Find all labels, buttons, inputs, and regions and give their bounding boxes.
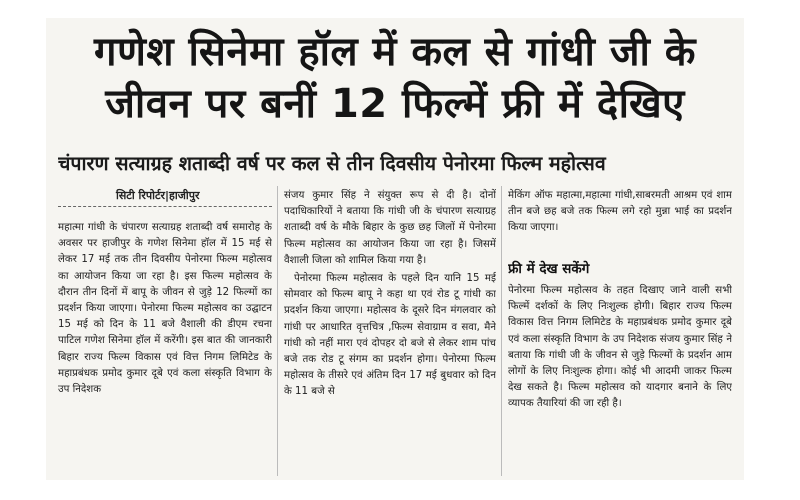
- crosshead: फ्री में देख सकेंगे: [508, 261, 590, 277]
- subheadline: चंपारण सत्याग्रह शताब्दी वर्ष पर कल से तीन दिवसीय पेनोरमा फिल्म महोत्सव: [58, 152, 606, 175]
- column-1: [58, 220, 272, 478]
- column-3-paragraph-bottom: पेनोरमा फिल्म महोत्सव के तहत दिखाए जाने वाली सभी फिल्में दर्शकों के लिए निःशुल्क होगी। बिहार राज्य फिल्म विकास वित्त निगम लिमिटेड के महाप्रबंधक प्रमोद कुमार दूबे एवं कला संस्कृति विभाग के उप निदेशक संजय कुमार सिंह ने बताया कि गांधी जी के जीवन से जुड़े फिल्मों के प्रदर्शन आम लोगों के लिए निःशुल्क होगा। कोई भी आदमी जाकर फिल्म देख सकते है। फिल्म महोत्सव को यादगार बनाने के लिए व्यापक तैयारियां की जा रही है।: [508, 285, 732, 410]
- column-1-paragraph-1: महात्मा गांधी के चंपारण सत्याग्रह शताब्दी वर्ष समारोह के अवसर पर हाजीपुर के गणेश सिनेमा हॉल में 15 मई से लेकर 17 मई तक तीन दिवसीय पेनोरमा फिल्म महोत्सव का आयोजन किया जा रहा है। इस फिल्म महोत्सव के दौरान तीन दिनों में बापू के जीवन से जुड़े 12 फिल्मों का प्रदर्शन किया जाएगा। पेनोरमा फिल्म महोत्सव का उद्घाटन 15 मई को दिन के 11 बजे वैशाली की डीएम रचना पाटिल गणेश सिनेमा हॉल में करेंगी। इस बात की जानकारी बिहार राज्य फिल्म विकास एवं वित्त निगम लिमिटेड के महाप्रबंधक प्रमोद कुमार दूबे एवं कला संस्कृति विभाग के उप निदेशक: [58, 222, 272, 396]
- column-3: [508, 188, 732, 478]
- byline: सिटी रिपोर्टर|हाजीपुर: [116, 189, 200, 202]
- headline: गणेश सिनेमा हॉल में कल से गांधी जी के जीवन पर बनीं 12 फिल्में फ्री में देखिए: [93, 29, 697, 127]
- column-divider-1: [277, 186, 278, 476]
- byline-rule: [58, 206, 272, 207]
- column-2: [284, 188, 496, 478]
- column-2-paragraph-2: पेनोरमा फिल्म महोत्सव के पहले दिन यानि 15 मई सोमवार को फिल्म बापू ने कहा था एवं रोड टू गांधी का प्रदर्शन किया जाएगा। महोत्सव के दूसरे दिन मंगलवार को गांधी पर आधारित वृत्तचित्र ,फिल्म सेवाग्राम व सवा, मैने गांधी को नहीं मारा एवं दोपहर दो बजे से लेकर शाम पांच बजे तक रोड टू संगम का प्रदर्शन होगा। पेनोरमा फिल्म महोत्सव के तीसरे एवं अंतिम दिन 17 मई बुधवार को दिन के 11 बजे से: [284, 273, 496, 398]
- column-2-paragraph-1: संजय कुमार सिंह ने संयुक्त रूप से दी है। दोनों पदाधिकारियों ने बताया कि गांधी जी के चंपारण सत्याग्रह शताब्दी वर्ष के मौके बिहार के कुछ छह जिलों में पेनोरमा फिल्म महोत्सव का आयोजन किया जा रहा है। जिसमें वैशाली जिला को शामिल किया गया है।: [284, 190, 496, 266]
- newspaper-clipping: [46, 18, 744, 480]
- column-divider-2: [501, 186, 502, 476]
- column-3-paragraph-top: मेकिंग ऑफ महात्मा,महात्मा गांधी,साबरमती आश्रम एवं शाम तीन बजे छह बजे तक फिल्म लगे रहो मुन्ना भाई का प्रदर्शन किया जाएगा।: [508, 190, 732, 234]
